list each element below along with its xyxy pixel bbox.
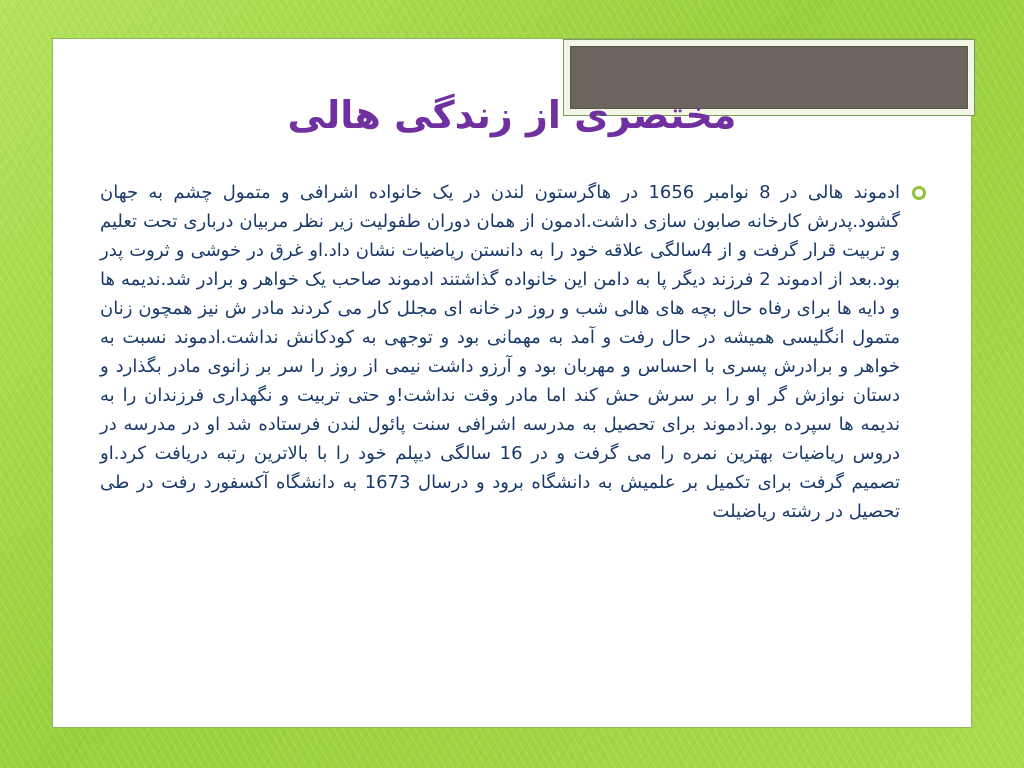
bullet-paragraph: ادموند هالی در 8 نوامبر 1656 در هاگرستون لندن در یک خانواده اشرافی و متمول چشم به جهان گشود.پدرش کارخانه صابون سازی داشت.ادمون از همان دوران طفولیت زیر نظر مربیان درباری تحت تعلیم و تربیت قرار گرفت و از 4سالگی علاقه خود را به دانستن ریاضیات نشان داد.او غرق در خوشی و ثروت پدر بود.بعد از ادموند 2 فرزند دیگر پا به دامن این خانواده گذاشتند ادموند صاحب یک خواهر و برادر شد.ندیمه ها و دایه ها برای رفاه حال بچه های هالی شب و روز در خانه ای مجلل کار می کردند مادر ش نیز همچون زنان متمول انگلیسی همیشه در حال رفت و آمد به مهمانی بود و توجهی به کودکانش نداشت.ادموند نسبت به خواهر و برادرش پسری با احساس و مهربان بود و آرزو داشت نیمی از روز را سر بر زانوی مادر بگذارد و دستان نوازش گر او را بر سرش حش کند اما مادر وقت نداشت!و حتی تربیت و نگهداری فرزندان را به ندیمه ها سپرده بود.ادموند برای تحصیل به مدرسه اشرافی سنت پائول لندن فرستاده شد او در مدرسه در دروس ریاضیات بهترین نمره را می گرفت و در 16 سالگی دیپلم خود را با بالاترین رتبه دریافت کرد.او تصمیم گرفت برای تکمیل بر علمیش به دانشگاه برود و درسال 1673 به دانشگاه آکسفورد رفت در طی تحصیل در رشته ریاضیلت (100, 182, 900, 522)
slide-title: مختصری از زندگی هالی (287, 93, 737, 137)
slide-body (100, 178, 900, 526)
bullet-circle-icon (912, 186, 926, 200)
